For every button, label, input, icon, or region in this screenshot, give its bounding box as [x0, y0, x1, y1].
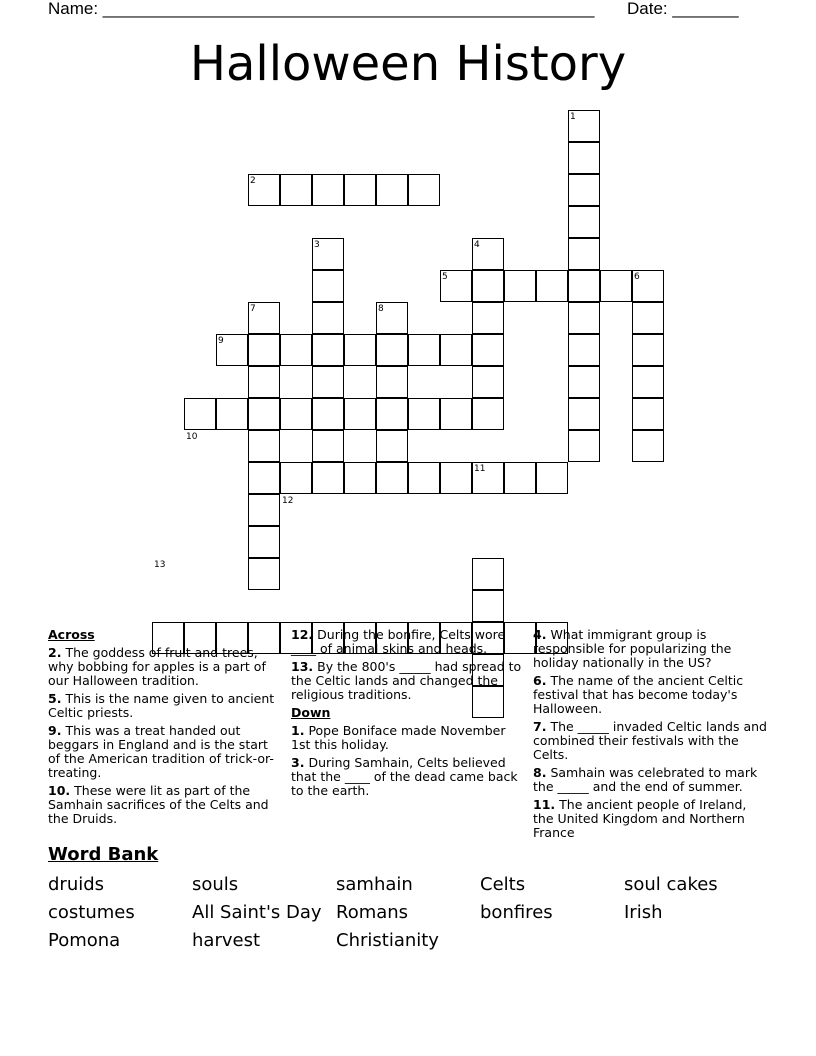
crossword-cell[interactable]: [280, 462, 312, 494]
clue-text: By the 800's _____ had spread to the Celtic lands and changed the religious traditions.: [291, 659, 522, 702]
word-bank-word: druids: [48, 874, 105, 895]
crossword-cell[interactable]: [568, 206, 600, 238]
crossword-cell[interactable]: [216, 398, 248, 430]
down-clue: [533, 798, 769, 840]
word-bank-word: Pomona: [48, 930, 121, 951]
word-bank-word: bonfires: [480, 902, 553, 923]
crossword-cell[interactable]: [472, 590, 504, 622]
crossword-cell[interactable]: [632, 334, 664, 366]
across-clue: [48, 784, 282, 826]
page-title: Halloween History: [189, 36, 627, 92]
crossword-cell[interactable]: [184, 398, 216, 430]
clue-number: 10.: [48, 783, 71, 798]
crossword-cell[interactable]: [472, 366, 504, 398]
crossword-cell[interactable]: [472, 334, 504, 366]
across-clue: [48, 692, 282, 720]
down-clue: [291, 756, 523, 798]
crossword-cell[interactable]: [600, 270, 632, 302]
crossword-cell[interactable]: [536, 462, 568, 494]
crossword-cell[interactable]: [312, 430, 344, 462]
word-bank-word: costumes: [48, 902, 135, 923]
crossword-cell[interactable]: [504, 270, 536, 302]
crossword-cell[interactable]: [472, 270, 504, 302]
clue-number: 7.: [533, 719, 547, 734]
word-bank-word: Irish: [624, 902, 663, 923]
crossword-cell[interactable]: [568, 398, 600, 430]
crossword-cell[interactable]: [568, 302, 600, 334]
across-clue: [48, 646, 282, 688]
crossword-cell[interactable]: [504, 462, 536, 494]
crossword-cell[interactable]: [344, 334, 376, 366]
crossword-cell[interactable]: [248, 462, 280, 494]
crossword-cell[interactable]: [280, 398, 312, 430]
crossword-cell[interactable]: [472, 302, 504, 334]
clue-text: This is the name given to ancient Celtic priests.: [48, 691, 275, 720]
clue-number: 12.: [291, 627, 314, 642]
crossword-cell[interactable]: [248, 430, 280, 462]
clue-number: 6.: [533, 673, 547, 688]
crossword-cell[interactable]: [312, 270, 344, 302]
clue-text: This was a treat handed out beggars in England and is the start of the American tradition of trick-or-treating.: [48, 723, 274, 780]
clue-text: The name of the ancient Celtic festival that has become today's Halloween.: [533, 673, 744, 716]
crossword-cell[interactable]: [312, 366, 344, 398]
crossword-cell[interactable]: [376, 462, 408, 494]
crossword-cell[interactable]: [568, 238, 600, 270]
crossword-cell[interactable]: [280, 174, 312, 206]
down-heading: Down: [291, 705, 331, 720]
crossword-cell[interactable]: [376, 398, 408, 430]
clue-number-label: 9: [218, 336, 224, 346]
crossword-cell[interactable]: [408, 462, 440, 494]
crossword-cell[interactable]: [248, 526, 280, 558]
down-clue: [533, 628, 769, 670]
clue-number-label: 5: [442, 272, 448, 282]
crossword-cell[interactable]: [376, 366, 408, 398]
crossword-cell[interactable]: [248, 334, 280, 366]
crossword-cell[interactable]: [536, 270, 568, 302]
crossword-cell[interactable]: [568, 142, 600, 174]
crossword-cell[interactable]: [408, 174, 440, 206]
clue-text: The ancient people of Ireland, the United Kingdom and Northern France: [533, 797, 747, 840]
clue-number-label: 4: [474, 240, 480, 250]
clue-text: During the bonfire, Celts wore ____ of animal skins and heads.: [291, 627, 506, 656]
down-clue: [533, 720, 769, 762]
clue-number-label: 8: [378, 304, 384, 314]
crossword-cell[interactable]: [632, 302, 664, 334]
clue-text: What immigrant group is responsible for popularizing the holiday nationally in the US?: [533, 627, 732, 670]
clue-number-label: 11: [474, 464, 486, 474]
clue-number-label: 3: [314, 240, 320, 250]
clue-number: 8.: [533, 765, 547, 780]
crossword-cell[interactable]: [280, 334, 312, 366]
clue-number: 4.: [533, 627, 547, 642]
crossword-cell[interactable]: [248, 494, 280, 526]
crossword-cell[interactable]: [312, 462, 344, 494]
clue-text: The _____ invaded Celtic lands and combined their festivals with the Celts.: [533, 719, 767, 762]
crossword-cell[interactable]: [632, 366, 664, 398]
across-clue: [48, 724, 282, 780]
crossword-cell[interactable]: [344, 398, 376, 430]
clue-number-label: 1: [570, 112, 576, 122]
clue-text: These were lit as part of the Samhain sacrifices of the Celts and the Druids.: [48, 783, 269, 826]
across-heading: Across: [48, 627, 95, 642]
clue-text: The goddess of fruit and trees, why bobbing for apples is a part of our Halloween tradition.: [48, 645, 266, 688]
crossword-cell[interactable]: [248, 558, 280, 590]
crossword-cell[interactable]: [376, 334, 408, 366]
crossword-cell[interactable]: [312, 302, 344, 334]
word-bank-word: harvest: [192, 930, 261, 951]
crossword-cell[interactable]: [472, 558, 504, 590]
crossword-cell[interactable]: [568, 430, 600, 462]
crossword-cell[interactable]: [408, 334, 440, 366]
crossword-cell[interactable]: [376, 430, 408, 462]
crossword-cell[interactable]: [632, 430, 664, 462]
down-clue: [291, 724, 523, 752]
crossword-cell[interactable]: [312, 174, 344, 206]
crossword-cell[interactable]: [440, 398, 472, 430]
crossword-cell[interactable]: [440, 334, 472, 366]
word-bank-word: samhain: [336, 874, 413, 895]
down-clue: [533, 674, 769, 716]
crossword-cell[interactable]: [312, 398, 344, 430]
clue-text: During Samhain, Celts believed that the ____ of the dead came back to the earth.: [291, 755, 518, 798]
clue-number: 13.: [291, 659, 314, 674]
crossword-cell[interactable]: [472, 398, 504, 430]
crossword-cell[interactable]: [568, 366, 600, 398]
crossword-cell[interactable]: [568, 334, 600, 366]
word-bank-word: soul cakes: [624, 874, 718, 895]
clue-text: Pope Boniface made November 1st this holiday.: [291, 723, 506, 752]
clue-number-label: 2: [250, 176, 256, 186]
clue-text: Samhain was celebrated to mark the _____ and the end of summer.: [533, 765, 758, 794]
crossword-cell[interactable]: [408, 398, 440, 430]
crossword-cell[interactable]: [376, 174, 408, 206]
date-field-label[interactable]: Date: _______: [627, 0, 739, 18]
crossword-cell[interactable]: [344, 462, 376, 494]
clue-number-label: 7: [250, 304, 256, 314]
crossword-cell[interactable]: [248, 398, 280, 430]
crossword-cell[interactable]: [248, 366, 280, 398]
clue-number-label: 12: [282, 496, 294, 506]
clue-number: 5.: [48, 691, 62, 706]
word-bank-word: All Saint's Day: [192, 902, 322, 923]
clue-number: 9.: [48, 723, 62, 738]
down-clue: [533, 766, 769, 794]
crossword-cell[interactable]: [312, 334, 344, 366]
name-field-label[interactable]: Name: ____________________________________________________: [48, 0, 595, 18]
word-bank-word: Celts: [480, 874, 526, 895]
crossword-cell[interactable]: [344, 174, 376, 206]
word-bank-word: souls: [192, 874, 239, 895]
crossword-cell[interactable]: [568, 174, 600, 206]
clue-number: 3.: [291, 755, 305, 770]
word-bank-title: Word Bank: [48, 844, 159, 865]
word-bank-word: Romans: [336, 902, 409, 923]
clue-number: 2.: [48, 645, 62, 660]
crossword-cell[interactable]: [440, 462, 472, 494]
crossword-cell[interactable]: [632, 398, 664, 430]
clue-number: 1.: [291, 723, 305, 738]
word-bank-word: Christianity: [336, 930, 439, 951]
across-clues-col-1: [48, 628, 282, 830]
clue-number-label: 13: [154, 560, 166, 570]
down-clues-col-3: [533, 628, 769, 844]
clue-number-label: 10: [186, 432, 198, 442]
across-clue: [291, 660, 523, 702]
across-clue: [291, 628, 523, 656]
clue-number: 11.: [533, 797, 556, 812]
crossword-cell[interactable]: [568, 270, 600, 302]
clue-number-label: 6: [634, 272, 640, 282]
clues-col-2: [291, 628, 523, 802]
